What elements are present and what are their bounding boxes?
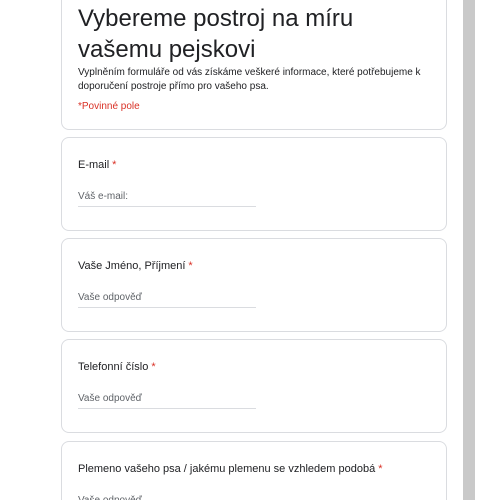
required-field-note: *Povinné pole xyxy=(78,101,140,112)
question-title-phone: Telefonní číslo xyxy=(78,361,149,373)
question-card-name xyxy=(61,238,447,332)
question-title-name: Vaše Jméno, Příjmení xyxy=(78,260,186,272)
required-star: * xyxy=(112,159,117,171)
scrollbar[interactable] xyxy=(463,0,475,500)
form-header-card xyxy=(61,0,447,130)
breed-input[interactable] xyxy=(78,491,256,500)
email-input[interactable] xyxy=(78,187,256,207)
question-label-name xyxy=(78,259,193,273)
question-card-breed xyxy=(61,441,447,500)
form-title: Vybereme postroj na míru vašemu pejskovi xyxy=(78,5,354,63)
question-label-email xyxy=(78,158,116,172)
question-label-breed xyxy=(78,462,382,476)
phone-input[interactable] xyxy=(78,389,256,409)
required-star: * xyxy=(188,260,193,272)
name-input[interactable] xyxy=(78,288,256,308)
question-title-breed: Plemeno vašeho psa / jakému plemenu se vzhledem podobá xyxy=(78,463,376,475)
question-card-email xyxy=(61,137,447,231)
required-star: * xyxy=(151,361,156,373)
question-label-phone xyxy=(78,360,156,374)
question-title-email: E-mail xyxy=(78,159,110,171)
question-card-phone xyxy=(61,339,447,433)
form-description: Vyplněním formuláře od vás získáme veškeré informace, které potřebujeme k doporučení postroje přímo pro vašeho psa. xyxy=(78,67,421,92)
required-star: * xyxy=(378,463,383,475)
